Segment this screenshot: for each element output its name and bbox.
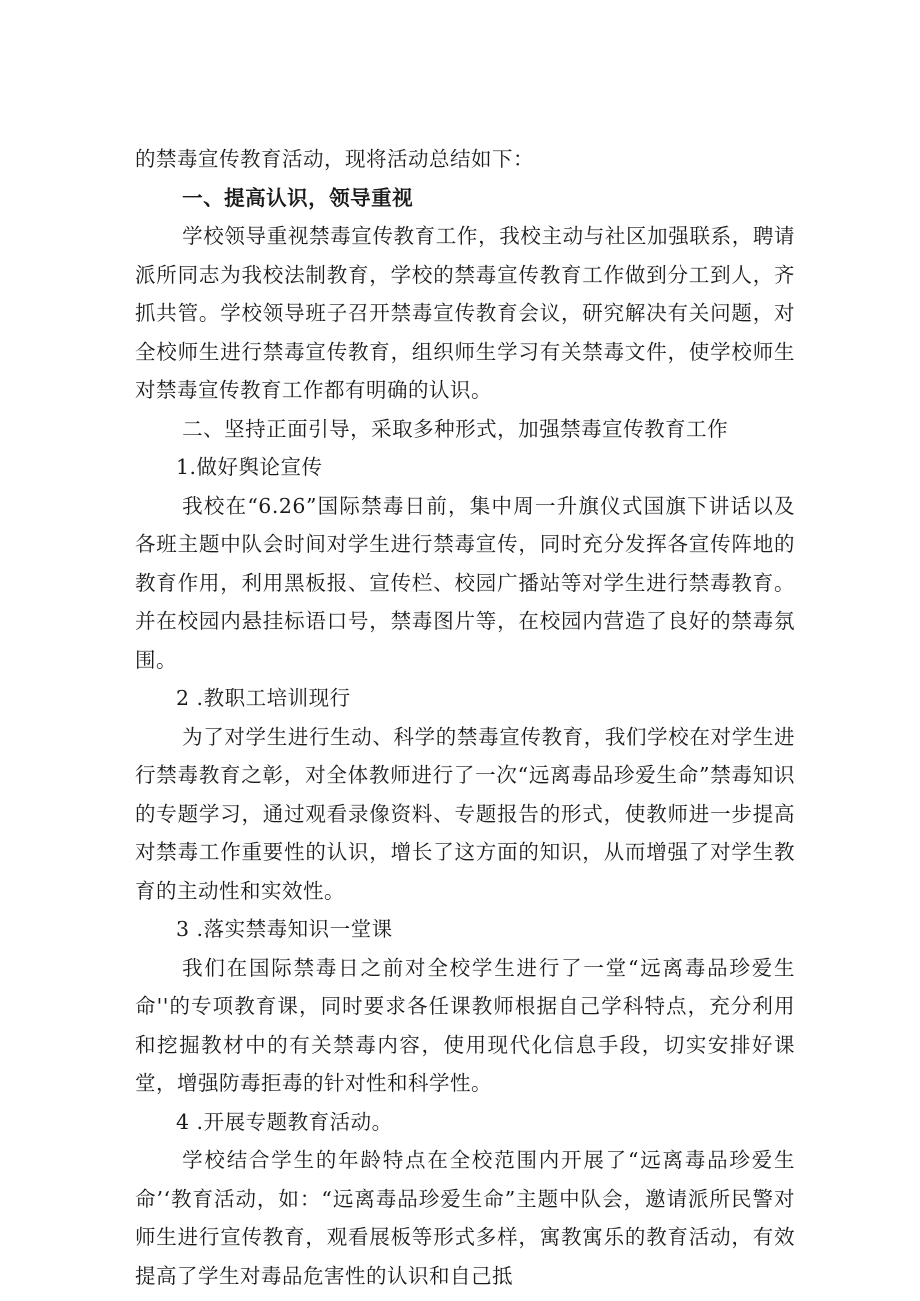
subheading-3: 3 .落实禁毒知识一堂课 [176, 917, 393, 941]
section-heading-1: 一、提高认识，领导重视 [182, 185, 414, 210]
subheading-2: 2 .教职工培训现行 [176, 686, 351, 710]
paragraph-continuation: 的禁毒宣传教育活动，现将活动总结如下： [135, 147, 534, 171]
paragraph-activities: 学校结合学生的年龄特点在全校范围内开展了“远离毒品珍爱生命’‘教育活动，如：“远离毒品珍爱生命”主题中队会，邀请派所民警对师生进行宣传教育，观看展板等形式多样，寓教寓乐的教育活动，有效提高了学生对毒品危害性的认识和自己抵 [135, 1148, 795, 1288]
subheading-1: 1.做好舆论宣传 [176, 455, 323, 479]
section-heading-2: 二、坚持正面引导，采取多种形式，加强禁毒宣传教育工作 [182, 416, 729, 441]
paragraph-leadership: 学校领导重视禁毒宣传教育工作，我校主动与社区加强联系，聘请派所同志为我校法制教育，学校的禁毒宣传教育工作做到分工到人，齐抓共管。学校领导班子召开禁毒宣传教育会议，研究解决有关问题，对全校师生进行禁毒宣传教育，组织师生学习有关禁毒文件，使学校师生对禁毒宣传教育工作都有明确的认识。 [135, 224, 795, 402]
paragraph-publicity: 我校在“6.26”国际禁毒日前，集中周一升旗仪式国旗下讲话以及各班主题中队会时间对学生进行禁毒宣传，同时充分发挥各宣传阵地的教育作用，利用黑板报、宣传栏、校园广播站等对学生进行禁毒教育。并在校园内悬挂标语口号，禁毒图片等，在校园内营造了良好的禁毒氛围。 [135, 493, 795, 672]
paragraph-lesson: 我们在国际禁毒日之前对全校学生进行了一堂“远离毒品珍爱生命''的专项教育课，同时要求各任课教师根据自己学科特点，充分利用和挖掘教材中的有关禁毒内容，使用现代化信息手段，切实安排好课堂，增强防毒拒毒的针对性和科学性。 [135, 955, 795, 1095]
subheading-4: 4 .开展专题教育活动。 [176, 1109, 393, 1134]
paragraph-training: 为了对学生进行生动、科学的禁毒宣传教育，我们学校在对学生进行禁毒教育之彰，对全体教师进行了一次“远离毒品珍爱生命”禁毒知识的专题学习，通过观看录像资料、专题报告的形式，使教师进一步提高对禁毒工作重要性的认识，增长了这方面的知识，从而增强了对学生教育的主动性和实效性。 [135, 724, 795, 903]
document-body [135, 140, 795, 1295]
